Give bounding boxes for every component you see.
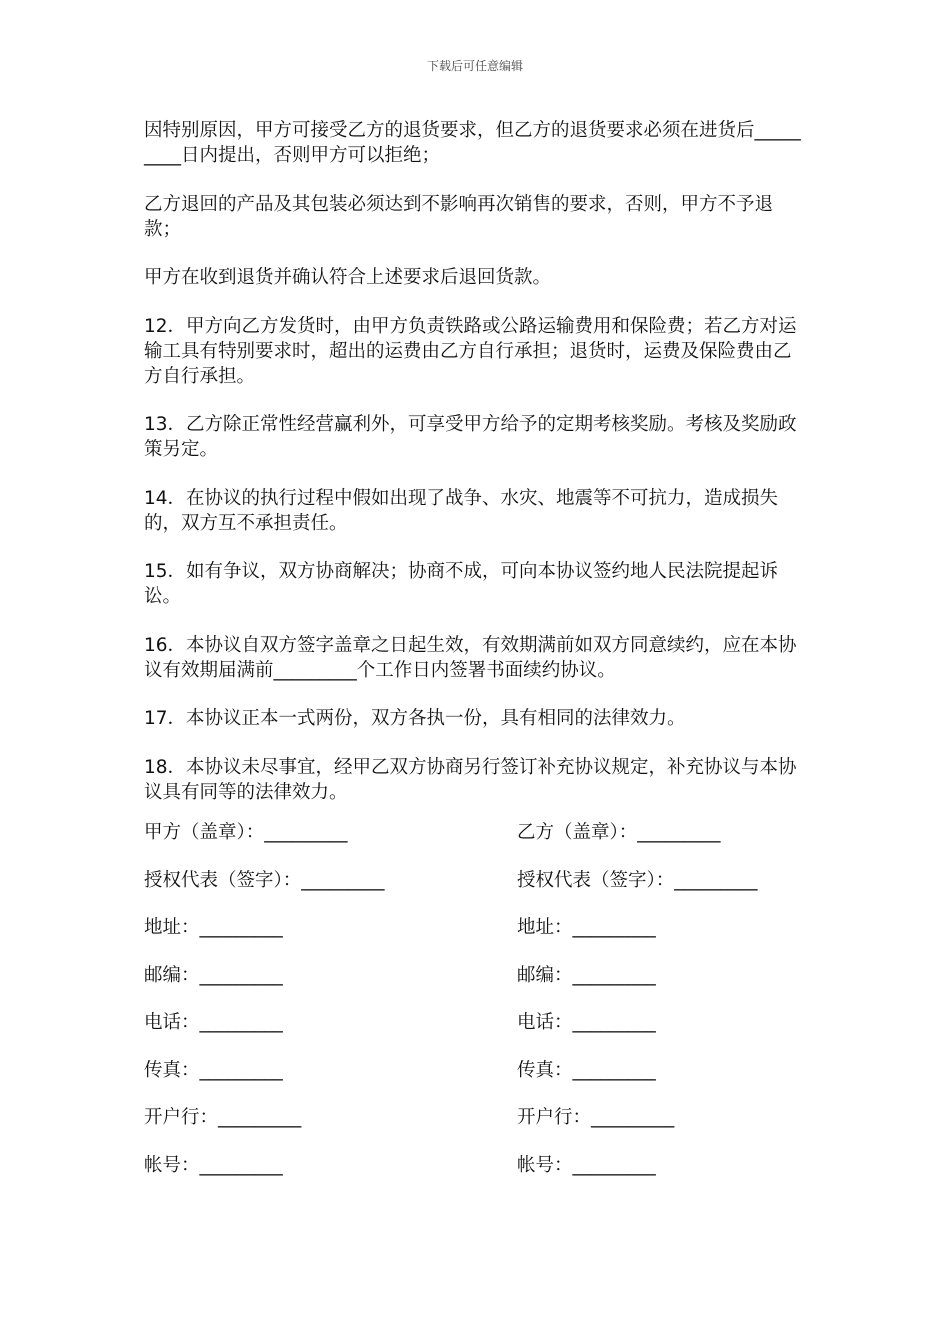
document-body [144, 118, 808, 828]
party-a-account: 帐号：_________ [144, 1154, 283, 1176]
signature-row-fax [144, 1058, 808, 1106]
clause-16: 16．本协议自双方签字盖章之日起生效，有效期满前如双方同意续约，应在本协议有效期届满前_________个工作日内签署书面续约协议。 [144, 634, 797, 681]
clause-17: 17．本协议正本一式两份，双方各执一份，具有相同的法律效力。 [144, 708, 686, 729]
party-a-fax: 传真：_________ [144, 1059, 283, 1081]
party-a-postcode: 邮编：_________ [144, 964, 283, 986]
signature-row-address [144, 915, 808, 963]
party-a-address: 地址：_________ [144, 917, 283, 938]
signature-row-bank [144, 1105, 808, 1153]
paragraph-return-condition: 乙方退回的产品及其包装必须达到不影响再次销售的要求，否则，甲方不予退款； [144, 193, 774, 240]
party-a-bank: 开户行：_________ [144, 1107, 302, 1128]
party-b-representative: 授权代表（签字）：_________ [517, 869, 758, 891]
signature-row-postcode [144, 963, 808, 1011]
party-a-representative: 授权代表（签字）：_________ [144, 869, 385, 891]
signature-row-phone [144, 1010, 808, 1058]
party-b-fax: 传真：_________ [517, 1059, 656, 1081]
signature-row-seal [144, 820, 808, 868]
header-note: 下载后可任意编辑 [426, 59, 523, 73]
clause-12: 12．甲方向乙方发货时，由甲方负责铁路或公路运输费用和保险费；若乙方对运输工具有特别要求时，超出的运费由乙方自行承担；退货时，运费及保险费由乙方自行承担。 [144, 315, 797, 387]
party-b-account: 帐号：_________ [517, 1154, 656, 1176]
clause-13: 13．乙方除正常性经营赢利外，可享受甲方给予的定期考核奖励。考核及奖励政策另定。 [144, 414, 797, 460]
party-b-bank: 开户行：_________ [517, 1107, 675, 1128]
party-a-seal: 甲方（盖章）：_________ [144, 822, 348, 843]
signature-row-representative [144, 868, 808, 916]
clause-14: 14．在协议的执行过程中假如出现了战争、水灾、地震等不可抗力，造成损失的，双方互不承担责任。 [144, 487, 779, 534]
party-b-seal: 乙方（盖章）：_________ [517, 822, 721, 843]
clause-15: 15．如有争议，双方协商解决；协商不成，可向本协议签约地人民法院提起诉讼。 [144, 561, 779, 607]
signature-block [144, 820, 808, 1200]
party-b-address: 地址：_________ [517, 917, 656, 938]
party-b-phone: 电话：_________ [517, 1012, 656, 1033]
signature-row-account [144, 1153, 808, 1201]
paragraph-refund: 甲方在收到退货并确认符合上述要求后退回货款。 [144, 267, 552, 288]
clause-18: 18．本协议未尽事宜，经甲乙双方协商另行签订补充协议规定，补充协议与本协议具有同等的法律效力。 [144, 756, 797, 803]
paragraph-return-window: 因特别原因，甲方可接受乙方的退货要求，但乙方的退货要求必须在进货后_________日内提出，否则甲方可以拒绝； [144, 120, 801, 166]
party-a-phone: 电话：_________ [144, 1012, 283, 1033]
party-b-postcode: 邮编：_________ [517, 964, 656, 986]
